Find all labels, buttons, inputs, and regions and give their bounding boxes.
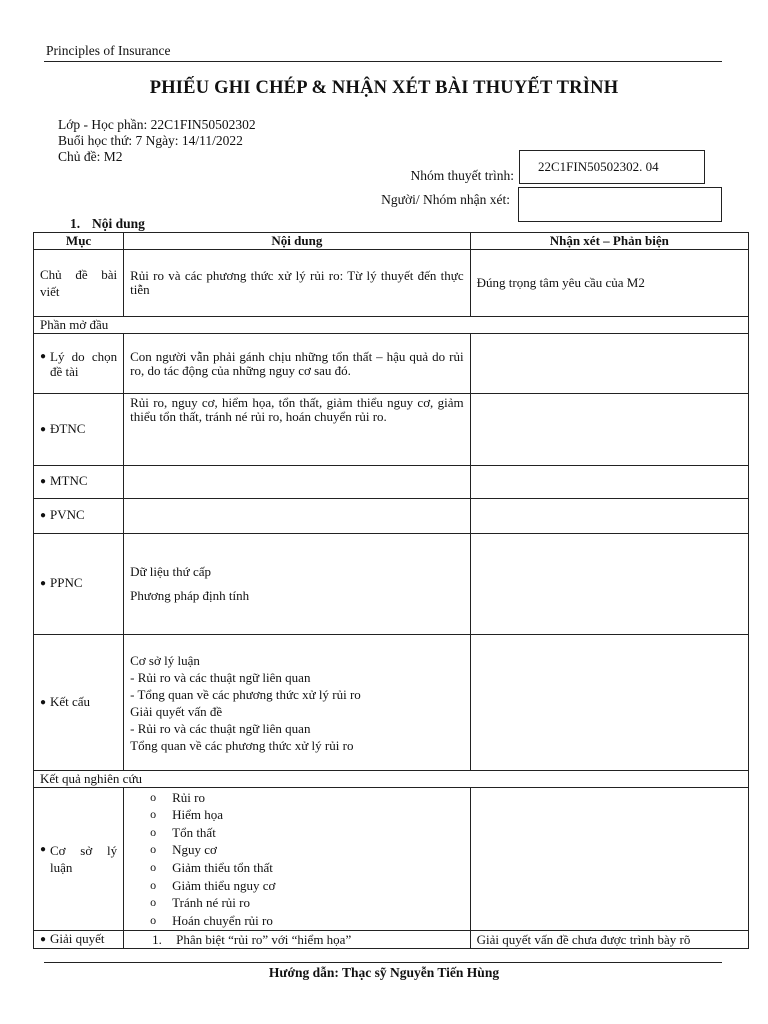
structure-content-cell: [124, 635, 470, 771]
structure-line: Tổng quan về các phương thức xử lý rủi ro: [130, 737, 354, 753]
list-item: [150, 859, 469, 877]
topic-line: Chủ đề: M2: [58, 149, 123, 164]
ppnc-content-cell: [124, 534, 470, 635]
topic-comment: Đúng trọng tâm yêu cầu của M2: [476, 275, 645, 290]
theory-item: Giảm thiểu tổn thất: [172, 860, 273, 875]
theory-content-cell: [124, 788, 470, 931]
page-title: PHIẾU GHI CHÉP & NHẬN XÉT BÀI THUYẾT TRÌNH: [149, 78, 619, 98]
pvnc-comment-cell[interactable]: [470, 499, 748, 534]
pvnc-label: PVNC: [50, 507, 85, 522]
ppnc-comment-cell[interactable]: [470, 534, 748, 635]
list-item: [150, 789, 469, 807]
pvnc-label-cell: [34, 499, 124, 534]
theory-item: Rủi ro: [172, 789, 205, 805]
ppnc-label: PPNC: [50, 575, 83, 590]
circle-bullet-icon: o: [150, 789, 157, 804]
table-row-dtnc: [34, 394, 749, 466]
results-heading: Kết quả nghiên cứu: [34, 771, 749, 788]
structure-line: - Rủi ro và các thuật ngữ liên quan: [130, 669, 311, 685]
theory-label: Cơ sở lý luận: [50, 843, 118, 875]
theory-item: Hoán chuyển rủi ro: [172, 912, 273, 928]
list-item: [150, 877, 469, 895]
solve-comment: Giải quyết vấn đề chưa được trình bày rõ: [476, 931, 691, 947]
bullet-icon: ●: [40, 423, 47, 435]
bullet-icon: ●: [40, 933, 47, 945]
dtnc-label-cell: [34, 394, 124, 466]
advisor-footer: Hướng dẫn: Thạc sỹ Nguyễn Tiến Hùng: [268, 965, 500, 980]
table-row-structure: [34, 635, 749, 771]
ppnc-label-cell: [34, 534, 124, 635]
reason-comment-cell[interactable]: [470, 334, 748, 394]
topic-content-cell: [124, 250, 470, 317]
presenting-group-value: 22C1FIN50502302. 04: [538, 159, 659, 174]
section-number: 1.: [70, 216, 81, 231]
solve-label-cell: [34, 931, 124, 949]
session-line: Buổi học thứ: 7 Ngày: 14/11/2022: [58, 133, 243, 148]
circle-bullet-icon: o: [150, 895, 157, 910]
structure-line: - Rủi ro và các thuật ngữ liên quan: [130, 720, 311, 736]
table-row-pvnc: [34, 499, 749, 534]
reason-label: Lý do chọn đề tài: [50, 348, 118, 379]
theory-label-cell: [34, 788, 124, 931]
list-item: [150, 806, 469, 824]
bullet-icon: ●: [40, 696, 47, 708]
solve-item: Phân biệt “rủi ro” với “hiểm họa”: [176, 931, 352, 947]
structure-line: Giải quyết vấn đề: [130, 703, 223, 719]
circle-bullet-icon: o: [150, 860, 157, 874]
list-item: [150, 841, 469, 859]
mtnc-comment-cell[interactable]: [470, 466, 748, 499]
structure-line: Cơ sở lý luận: [130, 652, 200, 668]
reason-label-cell: [34, 334, 124, 394]
theory-item: Giảm thiểu nguy cơ: [172, 877, 276, 893]
content-table: [33, 232, 749, 949]
section-heading: [70, 216, 145, 232]
header-nhan-xet: Nhận xét – Phản biện: [470, 233, 748, 250]
circle-bullet-icon: o: [150, 912, 157, 927]
class-line: Lớp - Học phần: 22C1FIN50502302: [58, 117, 256, 132]
topic-content: Rủi ro và các phương thức xử lý rủi ro: Từ lý thuyết đến thực tiễn: [130, 268, 464, 297]
reviewer-field[interactable]: [518, 187, 722, 222]
theory-item: Hiểm họa: [172, 807, 224, 823]
header-muc: Mục: [34, 233, 124, 250]
table-row-theory: [34, 788, 749, 931]
solve-content-cell: [124, 931, 470, 949]
reason-content-cell: [124, 334, 470, 394]
theory-item: Tránh né rủi ro: [172, 895, 250, 911]
table-row-topic: [34, 250, 749, 317]
structure-comment-cell[interactable]: [470, 635, 748, 771]
structure-label-cell: [34, 635, 124, 771]
table-row-mtnc: [34, 466, 749, 499]
list-item: [150, 912, 469, 930]
mtnc-label-cell: [34, 466, 124, 499]
header-rule: [44, 61, 722, 62]
reviewer-value: [519, 188, 721, 196]
mtnc-label: MTNC: [50, 473, 88, 488]
table-row-ppnc: [34, 534, 749, 635]
list-item: [150, 894, 469, 912]
header-noi-dung: Nội dung: [124, 233, 470, 250]
presenting-group-label: Nhóm thuyết trình:: [410, 168, 514, 183]
mtnc-content-cell[interactable]: [124, 466, 470, 499]
topic-label: Chủ đề bài viết: [40, 267, 118, 299]
table-row-reason: [34, 334, 749, 394]
bullet-icon: ●: [40, 844, 47, 855]
list-item: [150, 824, 469, 842]
solve-label: Giải quyết: [50, 930, 105, 946]
solve-comment-cell[interactable]: [470, 931, 748, 949]
dtnc-content-cell: [124, 394, 470, 466]
bullet-icon: ●: [40, 510, 47, 521]
reviewer-label: Người/ Nhóm nhận xét:: [381, 192, 510, 207]
intro-heading: Phần mở đầu: [34, 317, 749, 334]
table-header-row: [34, 233, 749, 250]
topic-label-cell: [34, 250, 124, 317]
footer-rule: [44, 962, 722, 963]
structure-line: - Tổng quan về các phương thức xử lý rủi ro: [130, 686, 361, 702]
structure-label: Kết cấu: [50, 693, 91, 709]
ppnc-line-1: Dữ liệu thứ cấp: [130, 564, 212, 579]
reason-content: Con người vẫn phải gánh chịu những tổn thất – hậu quả do rủi ro, do tác động của những nguy cơ sau đó.: [130, 348, 464, 378]
table-row-intro-heading: [34, 317, 749, 334]
theory-list: [124, 789, 469, 930]
theory-item: Nguy cơ: [172, 842, 217, 858]
dtnc-label: ĐTNC: [50, 420, 86, 436]
circle-bullet-icon: o: [150, 807, 157, 822]
circle-bullet-icon: o: [150, 877, 157, 892]
dtnc-comment-cell[interactable]: [470, 394, 748, 466]
dtnc-content: Rủi ro, nguy cơ, hiểm họa, tổn thất, giảm thiểu nguy cơ, giảm thiểu tổn thất, tránh né rủi ro, hoán chuyển rủi ro.: [130, 395, 464, 424]
bullet-icon: ●: [40, 350, 47, 362]
pvnc-content-cell[interactable]: [124, 499, 470, 534]
presenting-group-field[interactable]: [519, 150, 705, 184]
bullet-icon: ●: [40, 476, 47, 487]
section-title: Nội dung: [92, 216, 145, 231]
circle-bullet-icon: o: [150, 842, 157, 857]
course-header: Principles of Insurance: [46, 43, 171, 58]
theory-item: Tổn thất: [172, 824, 216, 840]
table-row-results-heading: [34, 771, 749, 788]
solve-item-number: 1.: [152, 931, 162, 947]
bullet-icon: ●: [40, 578, 47, 589]
circle-bullet-icon: o: [150, 824, 157, 839]
ppnc-line-2: Phương pháp định tính: [130, 588, 250, 603]
topic-comment-cell[interactable]: [470, 250, 748, 317]
table-row-solve: [34, 931, 749, 949]
theory-comment-cell[interactable]: [470, 788, 748, 931]
